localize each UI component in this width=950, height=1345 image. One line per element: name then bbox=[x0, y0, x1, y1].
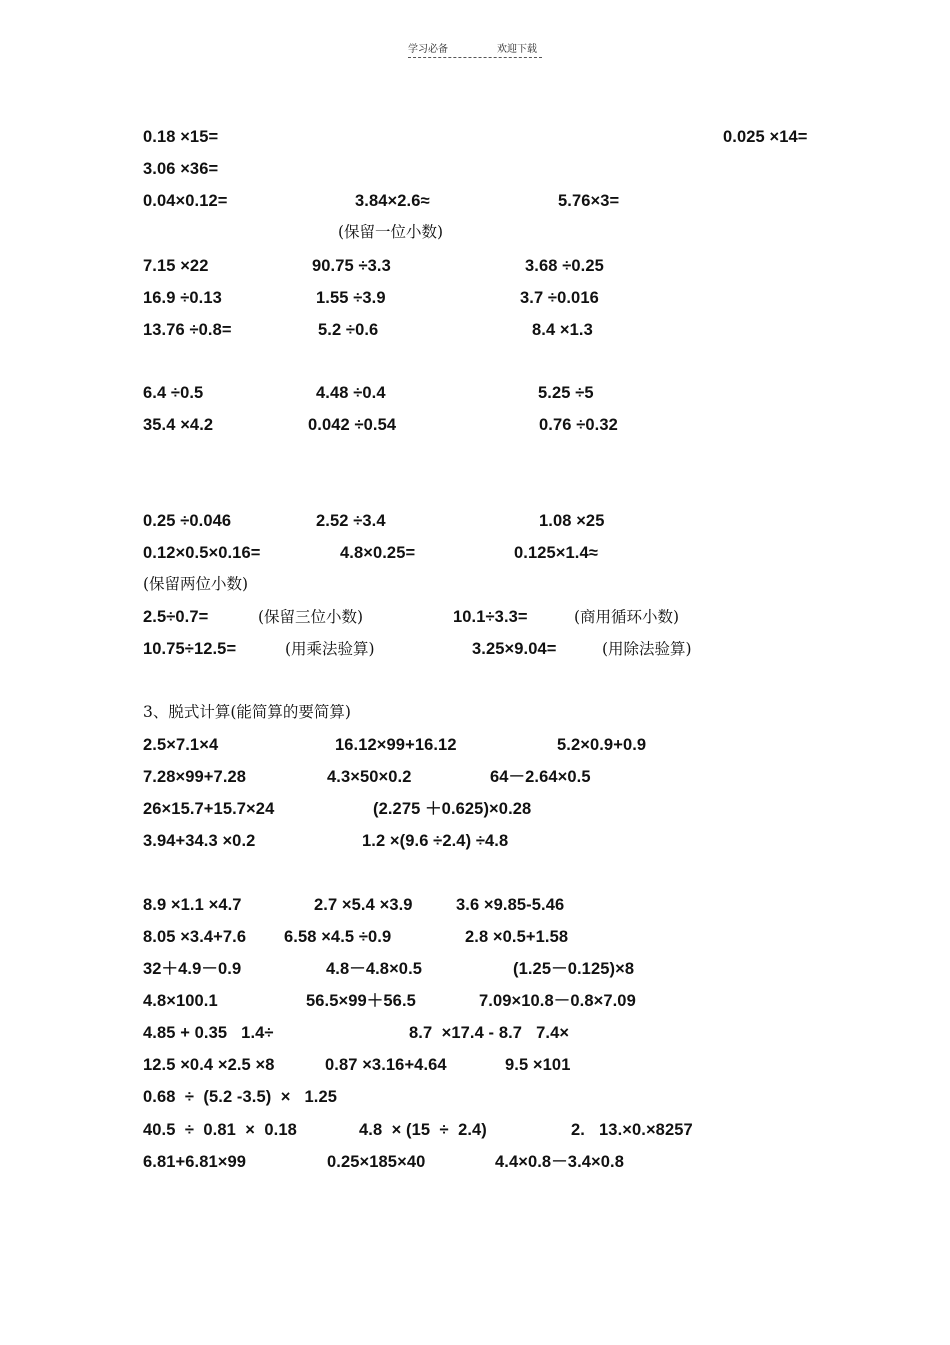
problem: 2.5×7.1×4 bbox=[143, 736, 219, 754]
problem: 7.09×10.8－0.8×7.09 bbox=[479, 992, 636, 1010]
problem-note: (保留两位小数) bbox=[143, 575, 249, 593]
problem: 3.06 ×36= bbox=[143, 160, 219, 178]
problem: 0.18 ×15= bbox=[143, 128, 219, 146]
problem: 0.042 ÷0.54 bbox=[308, 416, 397, 434]
problem: 10.1÷3.3= bbox=[453, 608, 528, 626]
problem: 13.76 ÷0.8= bbox=[143, 321, 232, 339]
problem-note: (保留一位小数) bbox=[338, 223, 444, 241]
problem: 90.75 ÷3.3 bbox=[312, 257, 391, 275]
problem: 7.15 ×22 bbox=[143, 257, 209, 275]
problem: 3.7 ÷0.016 bbox=[520, 289, 599, 307]
problem: 1.2 ×(9.6 ÷2.4) ÷4.8 bbox=[362, 832, 509, 850]
problem: 8.4 ×1.3 bbox=[532, 321, 593, 339]
problem: 7.28×99+7.28 bbox=[143, 768, 247, 786]
problem: 3.68 ÷0.25 bbox=[525, 257, 604, 275]
problem: 26×15.7+15.7×24 bbox=[143, 800, 275, 818]
problem: 8.9 ×1.1 ×4.7 bbox=[143, 896, 242, 914]
problem-note: (用乘法验算) bbox=[285, 640, 375, 658]
problem: 64－2.64×0.5 bbox=[490, 768, 591, 786]
problem: 4.48 ÷0.4 bbox=[316, 384, 386, 402]
problem: 4.8 × (15 ÷ 2.4) bbox=[359, 1121, 487, 1139]
page-header bbox=[408, 39, 542, 58]
problem: 16.9 ÷0.13 bbox=[143, 289, 222, 307]
problem: 4.4×0.8－3.4×0.8 bbox=[495, 1153, 625, 1171]
problem: 5.2×0.9+0.9 bbox=[557, 736, 647, 754]
problem: 12.5 ×0.4 ×2.5 ×8 bbox=[143, 1056, 275, 1074]
problem: 2.5÷0.7= bbox=[143, 608, 209, 626]
problem: 0.68 ÷ (5.2 -3.5) × 1.25 bbox=[143, 1088, 338, 1106]
problem: 35.4 ×4.2 bbox=[143, 416, 214, 434]
problem: 8.05 ×3.4+7.6 bbox=[143, 928, 247, 946]
problem: 2.52 ÷3.4 bbox=[316, 512, 386, 530]
problem: 4.85 + 0.35 1.4÷ bbox=[143, 1024, 274, 1042]
problem: 0.25×185×40 bbox=[327, 1153, 426, 1171]
problem: 0.76 ÷0.32 bbox=[539, 416, 618, 434]
section-heading: 3、脱式计算(能简算的要简算) bbox=[143, 703, 351, 721]
problem: 5.25 ÷5 bbox=[538, 384, 594, 402]
problem: (2.275 ＋0.625)×0.28 bbox=[373, 800, 532, 818]
problem: 2.8 ×0.5+1.58 bbox=[465, 928, 569, 946]
header-left-text: 学习必备 bbox=[408, 44, 448, 55]
problem: 4.8－4.8×0.5 bbox=[326, 960, 423, 978]
problem: 9.5 ×101 bbox=[505, 1056, 571, 1074]
problem: 5.2 ÷0.6 bbox=[318, 321, 379, 339]
problem: 56.5×99＋56.5 bbox=[306, 992, 416, 1010]
problem: 2.7 ×5.4 ×3.9 bbox=[314, 896, 413, 914]
problem: 40.5 ÷ 0.81 × 0.18 bbox=[143, 1121, 297, 1139]
problem: 3.94+34.3 ×0.2 bbox=[143, 832, 256, 850]
problem: 6.81+6.81×99 bbox=[143, 1153, 247, 1171]
problem: 16.12×99+16.12 bbox=[335, 736, 457, 754]
problem-note: (商用循环小数) bbox=[574, 608, 680, 626]
problem: 0.12×0.5×0.16= bbox=[143, 544, 261, 562]
problem: 2. 13.×0.×8257 bbox=[571, 1121, 693, 1139]
problem: (1.25－0.125)×8 bbox=[513, 960, 635, 978]
problem-note: (保留三位小数) bbox=[258, 608, 364, 626]
problem: 10.75÷12.5= bbox=[143, 640, 237, 658]
problem: 4.8×100.1 bbox=[143, 992, 218, 1010]
problem: 1.08 ×25 bbox=[539, 512, 605, 530]
problem: 0.04×0.12= bbox=[143, 192, 228, 210]
problem: 32＋4.9－0.9 bbox=[143, 960, 242, 978]
problem: 3.84×2.6≈ bbox=[355, 192, 430, 210]
problem: 8.7 ×17.4 - 8.7 7.4× bbox=[409, 1024, 570, 1042]
problem: 3.6 ×9.85-5.46 bbox=[456, 896, 565, 914]
problem: 1.55 ÷3.9 bbox=[316, 289, 386, 307]
header-right-text: 欢迎下载 bbox=[497, 44, 537, 55]
problem: 5.76×3= bbox=[558, 192, 620, 210]
problem: 4.8×0.25= bbox=[340, 544, 416, 562]
problem: 6.4 ÷0.5 bbox=[143, 384, 204, 402]
problem: 4.3×50×0.2 bbox=[327, 768, 412, 786]
problem: 0.87 ×3.16+4.64 bbox=[325, 1056, 447, 1074]
problem: 6.58 ×4.5 ÷0.9 bbox=[284, 928, 392, 946]
problem: 0.025 ×14= bbox=[723, 128, 808, 146]
problem: 0.125×1.4≈ bbox=[514, 544, 598, 562]
problem-note: (用除法验算) bbox=[602, 640, 692, 658]
problem: 3.25×9.04= bbox=[472, 640, 557, 658]
problem: 0.25 ÷0.046 bbox=[143, 512, 232, 530]
